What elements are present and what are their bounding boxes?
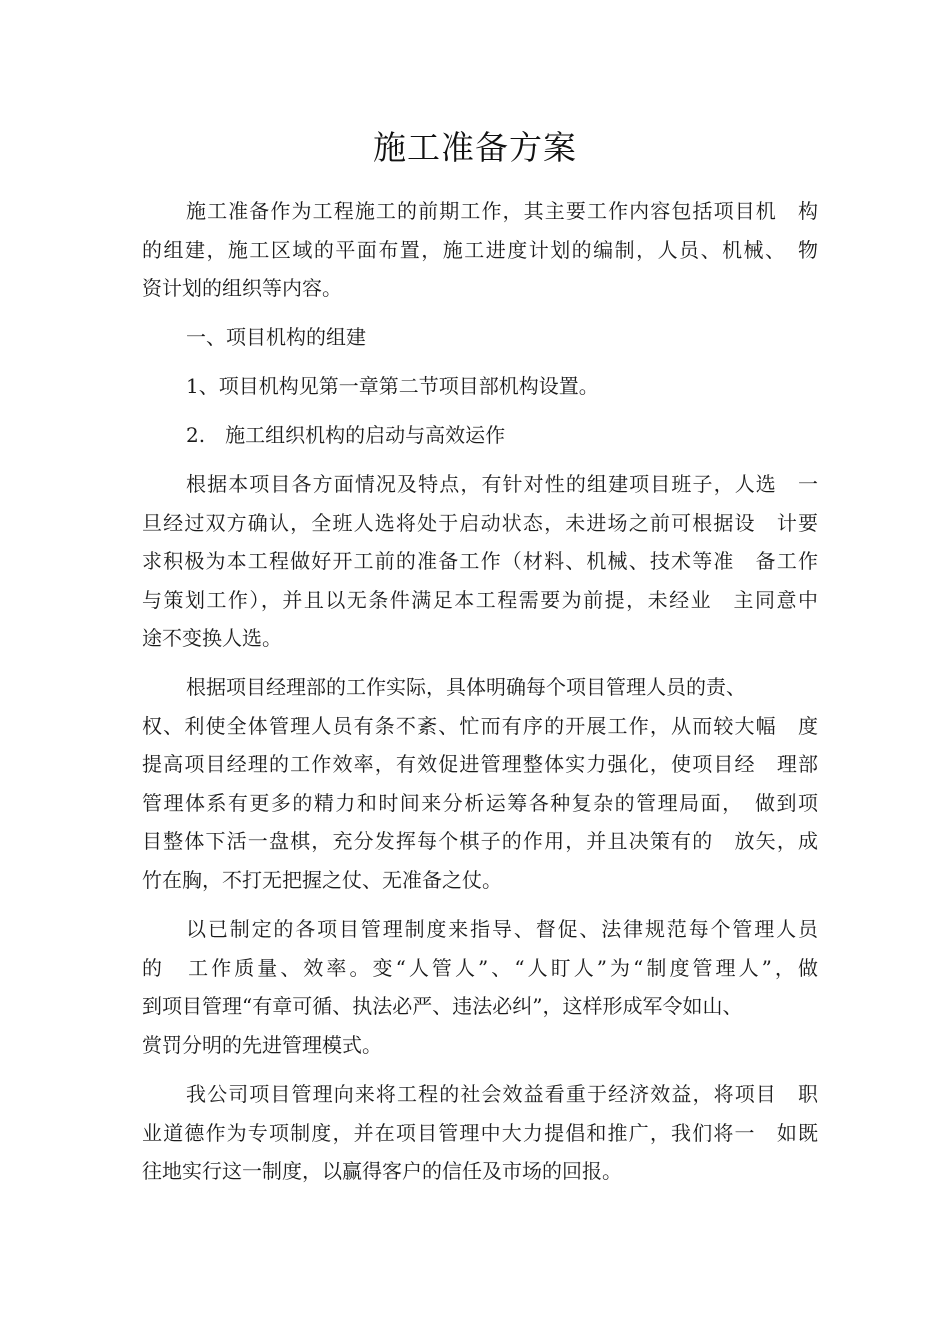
paragraph-line: 与策划工作），并且以无条件满足本工程需要为前提，未经业 主同意中 xyxy=(142,587,818,612)
paragraph-team xyxy=(142,465,818,658)
paragraph-line: 途不变换人选。 xyxy=(142,626,282,650)
paragraph-line: 以已制定的各项目管理制度来指导、督促、法律规范每个管理人员 xyxy=(186,917,818,941)
list-item xyxy=(142,416,818,455)
paragraph-line: 权、利使全体管理人员有条不紊、忙而有序的开展工作，从而较大幅 度 xyxy=(142,713,818,738)
section-heading xyxy=(142,318,818,357)
paragraph-line: 资计划的组织等内容。 xyxy=(142,276,342,300)
paragraph-line: 业道德作为专项制度，并在项目管理中大力提倡和推广，我们将一 如既 xyxy=(142,1120,818,1145)
list-item-text: 2. 施工组织机构的启动与高效运作 xyxy=(186,423,506,447)
document-title: 施工准备方案 xyxy=(373,128,577,167)
paragraph-intro xyxy=(142,192,818,308)
section-heading-text: 一、项目机构的组建 xyxy=(186,325,366,349)
paragraph-line: 根据项目经理部的工作实际，具体明确每个项目管理人员的责、 xyxy=(186,675,746,699)
paragraph-line: 往地实行这一制度，以赢得客户的信任及市场的回报。 xyxy=(142,1159,622,1183)
paragraph-line: 求积极为本工程做好开工前的准备工作（材料、机械、技术等准 备工作 xyxy=(142,549,818,573)
paragraph-line: 旦经过双方确认，全班人选将处于启动状态，未进场之前可根据设 计要 xyxy=(142,510,818,535)
paragraph-responsibility xyxy=(142,668,818,899)
paragraph-line: 的 工作质量、效率。变“人管人”、“人盯人”为“制度管理人”，做 xyxy=(142,955,818,980)
paragraph-line: 竹在胸，不打无把握之仗、无准备之仗。 xyxy=(142,867,502,892)
paragraph-line: 的组建，施工区域的平面布置，施工进度计划的编制，人员、机械、 物 xyxy=(142,237,818,262)
paragraph-line: 我公司项目管理向来将工程的社会效益看重于经济效益，将项目 职 xyxy=(186,1082,818,1106)
list-item-text: 1、项目机构见第一章第二节项目部机构设置。 xyxy=(186,374,599,398)
paragraph-line: 赏罚分明的先进管理模式。 xyxy=(142,1032,382,1057)
paragraph-line: 根据本项目各方面情况及特点，有针对性的组建项目班子，人选 一 xyxy=(186,472,818,496)
paragraph-ethics xyxy=(142,1075,818,1191)
list-item xyxy=(142,367,818,406)
paragraph-line: 目整体下活一盘棋，充分发挥每个棋子的作用，并且决策有的 放矢，成 xyxy=(142,829,818,853)
paragraph-line: 施工准备作为工程施工的前期工作，其主要工作内容包括项目机 构 xyxy=(186,199,818,223)
paragraph-management xyxy=(142,910,818,1064)
paragraph-line: 提高项目经理的工作效率，有效促进管理整体实力强化，使项目经 理部 xyxy=(142,752,818,776)
paragraph-line: 到项目管理“有章可循、执法必严、违法必纠”，这样形成军令如山、 xyxy=(142,994,743,1018)
paragraph-line: 管理体系有更多的精力和时间来分析运筹各种复杂的管理局面， 做到项 xyxy=(142,790,818,815)
